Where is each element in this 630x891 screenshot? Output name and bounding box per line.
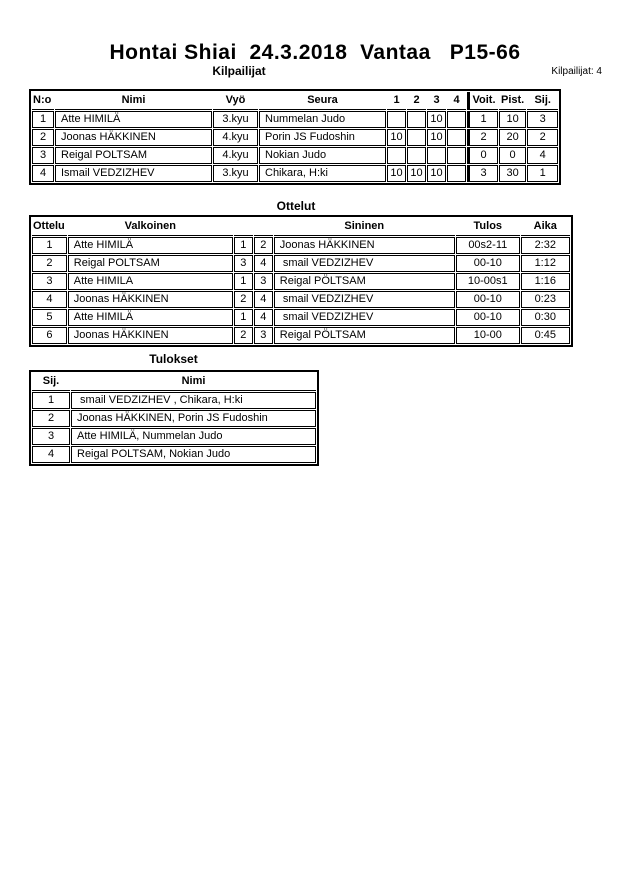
match-time: 0:45 [521, 327, 570, 344]
competitor-no: 2 [32, 129, 54, 146]
round4-score [447, 165, 466, 182]
result-place: 1 [32, 392, 70, 409]
match-row [32, 327, 570, 344]
competitor-row [32, 111, 558, 128]
col-header-match: Ottelu [32, 218, 67, 236]
round3-score: 10 [427, 165, 446, 182]
round1-score: 10 [387, 129, 406, 146]
round2-score: 10 [407, 165, 426, 182]
white-competitor-number: 2 [234, 291, 253, 308]
competitor-row [32, 129, 558, 146]
round3-score: 10 [427, 129, 446, 146]
match-result: 00-10 [456, 309, 520, 326]
col-header-white: Valkoinen [68, 218, 233, 236]
match-row [32, 291, 570, 308]
result-name: Atte HIMILÄ, Nummelan Judo [71, 428, 316, 445]
col-header-round1: 1 [387, 92, 406, 110]
competitor-points: 30 [499, 165, 526, 182]
match-row [32, 237, 570, 254]
results-table [29, 370, 319, 466]
round1-score [387, 111, 406, 128]
match-time: 0:23 [521, 291, 570, 308]
result-row [32, 392, 316, 409]
match-time: 0:30 [521, 309, 570, 326]
blue-competitor-number: 4 [254, 309, 273, 326]
competitor-name: Ismail VEDZIZHEV [55, 165, 212, 182]
match-number: 1 [32, 237, 67, 254]
matches-section-title: Ottelut [276, 199, 316, 213]
competitor-wins: 1 [467, 111, 498, 128]
result-name: Joonas HÄKKINEN, Porin JS Fudoshin [71, 410, 316, 427]
match-result: 10-00s1 [456, 273, 520, 290]
competitor-belt: 4.kyu [213, 129, 258, 146]
col-header-name: Nimi [55, 92, 212, 110]
competitors-section-title: Kilpailijat [212, 64, 266, 78]
competitor-club: Chikara, H:ki [259, 165, 386, 182]
competitors-header-row [32, 92, 558, 110]
round4-score [447, 111, 466, 128]
competitor-row [32, 165, 558, 182]
matches-header-row [32, 218, 570, 236]
result-name: Reigal POLTSAM, Nokian Judo [71, 446, 316, 463]
result-row [32, 446, 316, 463]
match-row [32, 255, 570, 272]
competitor-row [32, 147, 558, 164]
round2-score [407, 111, 426, 128]
competitor-points: 0 [499, 147, 526, 164]
match-result: 00-10 [456, 291, 520, 308]
blue-competitor: Joonas HÄKKINEN [274, 237, 455, 254]
competitor-place: 2 [527, 129, 558, 146]
round3-score [427, 147, 446, 164]
competitor-wins: 0 [467, 147, 498, 164]
white-competitor: Reigal POLTSAM [68, 255, 233, 272]
white-competitor-number: 2 [234, 327, 253, 344]
match-number: 3 [32, 273, 67, 290]
competitor-wins: 3 [467, 165, 498, 182]
col-header-result: Tulos [456, 218, 520, 236]
result-row [32, 410, 316, 427]
matches-table [29, 215, 573, 347]
blue-competitor-number: 4 [254, 255, 273, 272]
match-time: 2:32 [521, 237, 570, 254]
page-title: Hontai Shiai 24.3.2018 Vantaa P15-66 [109, 41, 521, 64]
result-place: 3 [32, 428, 70, 445]
competitor-wins: 2 [467, 129, 498, 146]
col-header-club: Seura [259, 92, 386, 110]
round4-score [447, 129, 466, 146]
result-place: 4 [32, 446, 70, 463]
white-competitor-number: 1 [234, 273, 253, 290]
white-competitor: Joonas HÄKKINEN [68, 291, 233, 308]
competitor-place: 3 [527, 111, 558, 128]
competitor-belt: 3.kyu [213, 165, 258, 182]
col-header-blue: Sininen [274, 218, 455, 236]
blue-competitor: Reigal PÖLTSAM [274, 273, 455, 290]
competitor-no: 1 [32, 111, 54, 128]
white-competitor-number: 1 [234, 237, 253, 254]
match-number: 4 [32, 291, 67, 308]
round2-score [407, 129, 426, 146]
white-competitor-number: 3 [234, 255, 253, 272]
col-header-place: Sij. [527, 92, 558, 110]
competitor-name: Joonas HÄKKINEN [55, 129, 212, 146]
col-header-name: Nimi [71, 373, 316, 391]
blue-competitor: smail VEDZIZHEV [274, 255, 455, 272]
competitor-name: Reigal POLTSAM [55, 147, 212, 164]
competitor-club: Nummelan Judo [259, 111, 386, 128]
match-time: 1:16 [521, 273, 570, 290]
competitors-count-label: Kilpailijat: 4 [551, 66, 602, 77]
match-time: 1:12 [521, 255, 570, 272]
match-result: 00-10 [456, 255, 520, 272]
col-header-place: Sij. [32, 373, 70, 391]
competitors-table [29, 89, 561, 185]
col-header-points: Pist. [499, 92, 526, 110]
result-place: 2 [32, 410, 70, 427]
match-number: 6 [32, 327, 67, 344]
match-result: 10-00 [456, 327, 520, 344]
competitor-place: 1 [527, 165, 558, 182]
col-header-round2: 2 [407, 92, 426, 110]
blue-competitor: smail VEDZIZHEV [274, 291, 455, 308]
round4-score [447, 147, 466, 164]
match-row [32, 273, 570, 290]
competitor-no: 4 [32, 165, 54, 182]
blue-competitor-number: 2 [254, 237, 273, 254]
results-section-title: Tulokset [149, 352, 198, 366]
competitor-place: 4 [527, 147, 558, 164]
match-number: 2 [32, 255, 67, 272]
competitor-name: Atte HIMILÄ [55, 111, 212, 128]
round1-score [387, 147, 406, 164]
results-header-row [32, 373, 316, 391]
white-competitor: Atte HIMILÄ [68, 309, 233, 326]
col-header-white-number [234, 218, 253, 236]
blue-competitor: smail VEDZIZHEV [274, 309, 455, 326]
col-header-blue-number [254, 218, 273, 236]
competitor-points: 10 [499, 111, 526, 128]
match-row [32, 309, 570, 326]
white-competitor: Atte HIMILA [68, 273, 233, 290]
col-header-round3: 3 [427, 92, 446, 110]
white-competitor: Joonas HÄKKINEN [68, 327, 233, 344]
result-row [32, 428, 316, 445]
competitor-club: Porin JS Fudoshin [259, 129, 386, 146]
competitor-points: 20 [499, 129, 526, 146]
col-header-time: Aika [521, 218, 570, 236]
white-competitor-number: 1 [234, 309, 253, 326]
result-name: smail VEDZIZHEV , Chikara, H:ki [71, 392, 316, 409]
blue-competitor-number: 3 [254, 327, 273, 344]
blue-competitor-number: 4 [254, 291, 273, 308]
blue-competitor: Reigal PÖLTSAM [274, 327, 455, 344]
competitor-belt: 4.kyu [213, 147, 258, 164]
col-header-wins: Voit. [467, 92, 498, 110]
blue-competitor-number: 3 [254, 273, 273, 290]
match-result: 00s2-11 [456, 237, 520, 254]
col-header-no: N:o [32, 92, 54, 110]
match-number: 5 [32, 309, 67, 326]
col-header-round4: 4 [447, 92, 466, 110]
round3-score: 10 [427, 111, 446, 128]
competitor-club: Nokian Judo [259, 147, 386, 164]
white-competitor: Atte HIMILÄ [68, 237, 233, 254]
competitor-no: 3 [32, 147, 54, 164]
col-header-belt: Vyö [213, 92, 258, 110]
competitor-belt: 3.kyu [213, 111, 258, 128]
round1-score: 10 [387, 165, 406, 182]
round2-score [407, 147, 426, 164]
